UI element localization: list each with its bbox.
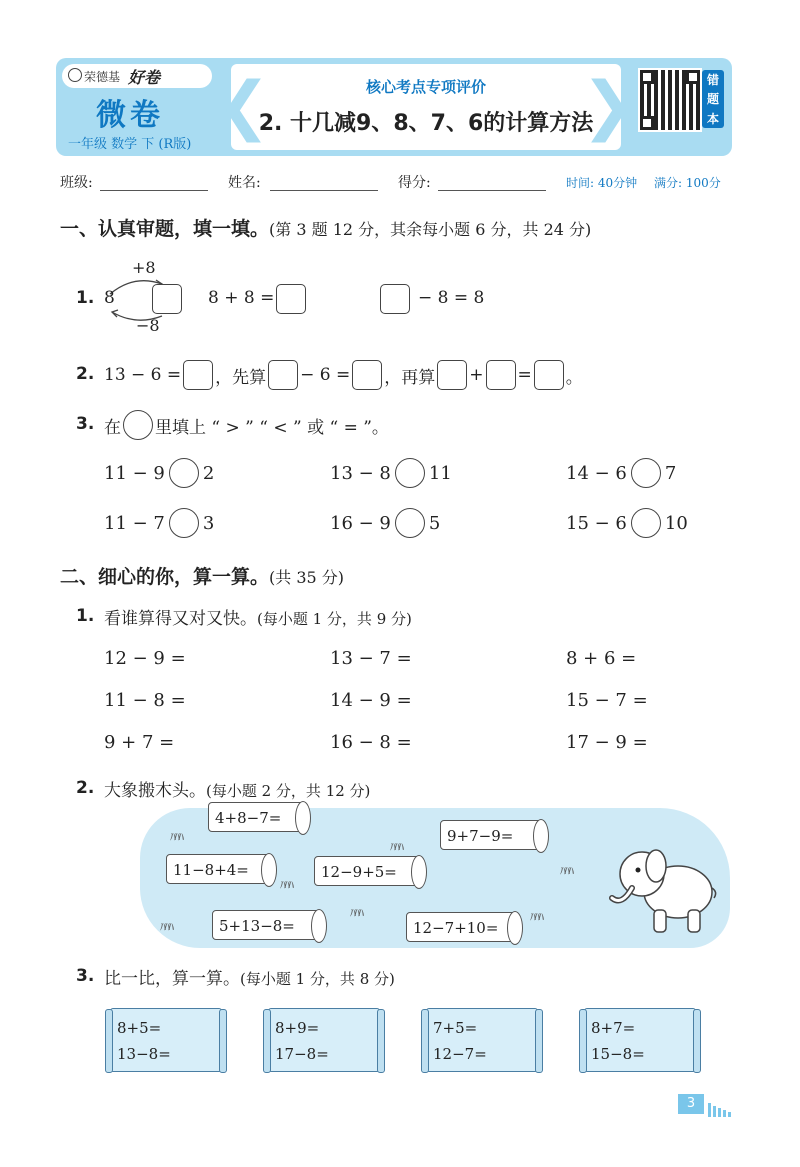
page-title: 2. 十几减9、8、7、6的计算方法 [258,111,594,136]
arrow-start-number: 8 [104,288,115,308]
s2-q3-text: 比一比，算一算。(每小题 1 分，共 8 分) [104,969,395,989]
scroll-card [110,1008,222,1072]
chevron-right-icon: ❯ [581,69,635,143]
chevron-left-icon: ❮ [217,69,271,143]
grass-icon: ﾊﾊﾊ [530,910,543,924]
compare-item: 11 − 9 2 [104,458,214,488]
answer-box[interactable] [268,360,298,390]
scroll-equation: 13−8= [117,1045,171,1063]
section2-heading: 二、细心的你，算一算。(共 35 分) [60,566,345,588]
s2-q2-number: 2. [76,778,95,798]
compare-item: 14 − 6 7 [566,458,676,488]
compare-circle[interactable] [395,458,425,488]
s2-q2-text: 大象搬木头。(每小题 2 分，共 12 分) [104,781,371,801]
brand-badge [62,64,212,88]
scroll-card [268,1008,380,1072]
compare-item: 11 − 7 3 [104,508,214,538]
scroll-card [426,1008,538,1072]
compare-circle[interactable] [631,508,661,538]
answer-box[interactable] [183,360,213,390]
class-label: 班级: [60,175,93,191]
full-score: 满分: 100分 [654,176,721,190]
log-equation: 4+8−7= [208,802,304,832]
elephant-icon [608,828,718,948]
name-label: 姓名: [228,175,261,191]
calc-item: 14 − 9 = [330,690,412,711]
s2-q1-number: 1. [76,606,95,626]
time-limit: 时间: 40分钟 [566,176,638,190]
section1-heading: 一、认真审题，填一填。(第 3 题 12 分，其余每小题 6 分，共 24 分) [60,218,592,240]
circle-symbol [123,410,153,440]
q3-number: 3. [76,414,95,434]
brand-text: 荣德基 [84,69,121,84]
scroll-equation: 8+5= [117,1019,162,1037]
q1-number: 1. [76,288,95,308]
grass-icon: ﾊﾊﾊ [160,920,173,934]
compare-item: 15 − 6 10 [566,508,688,538]
scroll-equation: 17−8= [275,1045,329,1063]
log-equation: 12−9+5= [314,856,420,886]
page-bars-icon [708,1098,733,1117]
arrow-minus-label: −8 [136,316,160,335]
answer-box[interactable] [437,360,467,390]
answer-box[interactable] [276,284,306,314]
qr-code-icon[interactable] [638,68,702,132]
score-label: 得分: [398,175,431,191]
log-equation: 5+13−8= [212,910,320,940]
title-panel [217,64,635,150]
calc-item: 8 + 6 = [566,648,637,669]
scroll-equation: 12−7= [433,1045,487,1063]
log-equation: 12−7+10= [406,912,516,942]
compare-item: 16 − 9 5 [330,508,440,538]
name-field[interactable] [270,190,378,191]
grass-icon: ﾊﾊﾊ [280,878,293,892]
grass-icon: ﾊﾊﾊ [350,906,363,920]
bear-logo-icon [68,68,82,82]
s2-q1-text: 看谁算得又对又快。(每小题 1 分，共 9 分) [104,609,412,629]
q2-number: 2. [76,364,95,384]
calc-item: 11 − 8 = [104,690,186,711]
scroll-card [584,1008,696,1072]
calc-item: 9 + 7 = [104,732,175,753]
scroll-equation: 8+9= [275,1019,320,1037]
page-number: 3 [678,1094,704,1114]
compare-item: 13 − 8 11 [330,458,452,488]
eq-minus-8: − 8 = 8 [418,288,485,308]
arrow-plus-label: +8 [132,258,156,277]
compare-circle[interactable] [395,508,425,538]
elephant-scene [140,808,730,948]
calc-item: 16 − 8 = [330,732,412,753]
calc-item: 13 − 7 = [330,648,412,669]
compare-circle[interactable] [169,458,199,488]
compare-circle[interactable] [631,458,661,488]
answer-box[interactable] [152,284,182,314]
brand-logo: 好卷 [128,67,161,87]
grade-label: 一年级 数学 下 (R版) [68,137,192,152]
answer-box[interactable] [352,360,382,390]
scroll-equation: 15−8= [591,1045,645,1063]
grass-icon: ﾊﾊﾊ [390,840,403,854]
scroll-equation: 7+5= [433,1019,478,1037]
class-field[interactable] [100,190,208,191]
grass-icon: ﾊﾊﾊ [170,830,183,844]
answer-box[interactable] [486,360,516,390]
subtitle: 核心考点专项评价 [365,78,486,96]
calc-item: 12 − 9 = [104,648,186,669]
scroll-equation: 8+7= [591,1019,636,1037]
grass-icon: ﾊﾊﾊ [560,864,573,878]
calc-item: 15 − 7 = [566,690,648,711]
student-info-line [60,172,740,194]
q3-instruction: 在 里填上 “ > ” “ < ” 或 “ = ”。 [104,410,389,440]
worksheet-header [56,58,732,156]
answer-box[interactable] [380,284,410,314]
compare-circle[interactable] [169,508,199,538]
calc-item: 17 − 9 = [566,732,648,753]
s2-q3-number: 3. [76,966,95,986]
log-equation: 9+7−9= [440,820,542,850]
score-field[interactable] [438,190,546,191]
q2-equation: 13 − 6 = ，先算 − 6 = ，再算 + = 。 [104,360,583,390]
log-equation: 11−8+4= [166,854,270,884]
series-title: 微卷 [96,98,164,133]
answer-box[interactable] [534,360,564,390]
mistake-book-tab[interactable]: 错 题 本 [702,70,724,128]
eq-8-plus-8: 8 + 8 = [208,288,275,308]
